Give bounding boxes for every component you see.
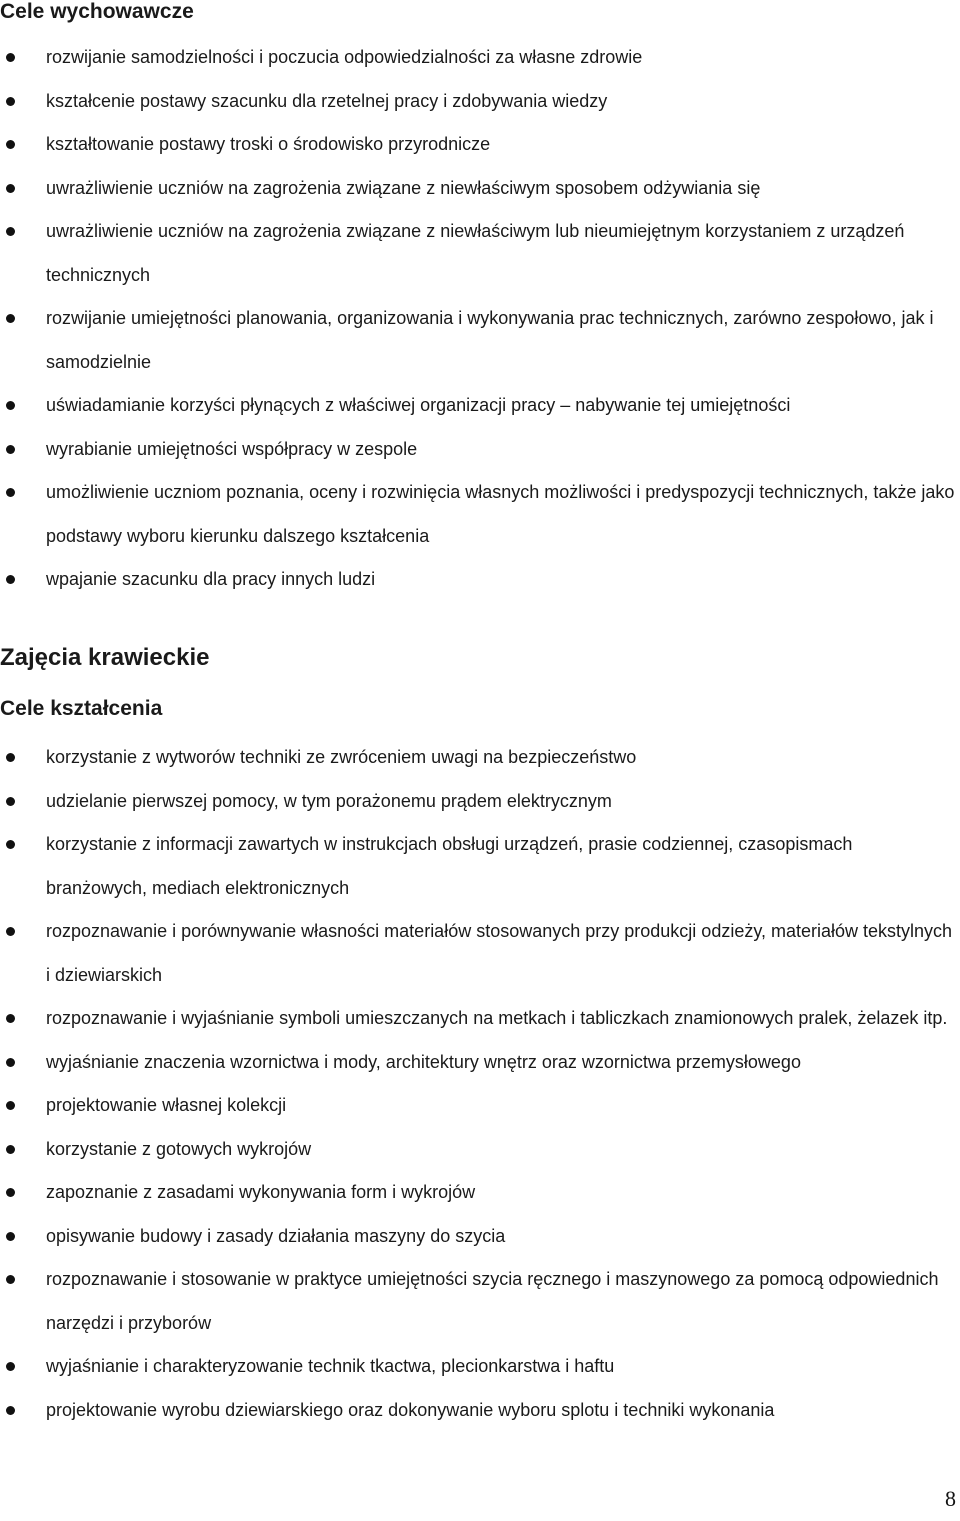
- list-item-text: kształtowanie postawy troski o środowisko przyrodnicze: [46, 134, 491, 154]
- list-item-text: korzystanie z informacji zawartych w instrukcjach obsługi urządzeń, prasie codziennej, czasopismach branżowych, mediach elektronicznych: [46, 834, 853, 898]
- list-item-text: projektowanie własnej kolekcji: [46, 1095, 287, 1115]
- list-item-text: opisywanie budowy i zasady działania maszyny do szycia: [46, 1225, 506, 1246]
- list-item-text: korzystanie z wytworów techniki ze zwróceniem uwagi na bezpieczeństwo: [46, 747, 637, 767]
- bullet-icon: [6, 575, 15, 584]
- educational-goals-list: [0, 36, 960, 602]
- page-number: 8: [945, 1486, 956, 1511]
- list-item-text: umożliwienie uczniom poznania, oceny i rozwinięcia własnych możliwości i predyspozycji technicznych, także jako podstawy wyboru kierunku dalszego kształcenia: [46, 482, 955, 546]
- bullet-icon: [6, 797, 15, 806]
- list-item: [0, 997, 960, 1041]
- bullet-icon: [6, 1058, 15, 1067]
- list-item-text: uwrażliwienie uczniów na zagrożenia związane z niewłaściwym sposobem odżywiania się: [46, 177, 761, 198]
- bullet-icon: [6, 53, 15, 62]
- list-item: [0, 1345, 960, 1389]
- list-item-text: wyjaśnianie znaczenia wzornictwa i mody, architektury wnętrz oraz wzornictwa przemysłowego: [46, 1051, 801, 1072]
- list-item-text: projektowanie wyrobu dziewiarskiego oraz dokonywanie wyboru splotu i techniki wykonania: [46, 1399, 775, 1420]
- list-item-text: wyrabianie umiejętności współpracy w zespole: [46, 438, 418, 459]
- learning-goals-list: [0, 736, 960, 1432]
- list-item: [0, 736, 960, 780]
- list-item-text: wyjaśnianie i charakteryzowanie technik tkactwa, plecionkarstwa i haftu: [46, 1356, 615, 1376]
- bullet-icon: [6, 401, 15, 410]
- bullet-icon: [6, 227, 15, 236]
- list-item: [0, 167, 960, 211]
- bullet-icon: [6, 1232, 15, 1241]
- list-item: [0, 297, 960, 384]
- bullet-icon: [6, 445, 15, 454]
- bullet-icon: [6, 1014, 15, 1023]
- list-item: [0, 1084, 960, 1128]
- bullet-icon: [6, 97, 15, 106]
- section-heading-educational-goals: Cele wychowawcze: [0, 0, 194, 23]
- bullet-icon: [6, 840, 15, 849]
- list-item: [0, 123, 960, 167]
- bullet-icon: [6, 1188, 15, 1197]
- list-item-text: uświadamianie korzyści płynących z właściwej organizacji pracy – nabywanie tej umiejętności: [46, 395, 791, 415]
- list-item: [0, 1258, 960, 1345]
- list-item: [0, 823, 960, 910]
- list-item: [0, 910, 960, 997]
- list-item: [0, 36, 960, 80]
- list-item-text: udzielanie pierwszej pomocy, w tym porażonemu prądem elektrycznym: [46, 790, 612, 811]
- list-item: [0, 1389, 960, 1433]
- list-item-text: rozpoznawanie i porównywanie własności materiałów stosowanych przy produkcji odzieży, materiałów tekstylnych i dziewiarskich: [46, 921, 953, 985]
- list-item: [0, 80, 960, 124]
- bullet-icon: [6, 753, 15, 762]
- list-item-text: kształcenie postawy szacunku dla rzetelnej pracy i zdobywania wiedzy: [46, 90, 608, 111]
- bullet-icon: [6, 140, 15, 149]
- section-heading-learning-goals: Cele kształcenia: [0, 697, 163, 720]
- list-item-text: rozpoznawanie i wyjaśnianie symboli umieszczanych na metkach i tabliczkach znamionowych pralek, żelazek itp.: [46, 1008, 948, 1028]
- bullet-icon: [6, 1145, 15, 1154]
- list-item: [0, 1215, 960, 1259]
- list-item: [0, 1171, 960, 1215]
- list-item: [0, 558, 960, 602]
- list-item: [0, 428, 960, 472]
- list-item: [0, 384, 960, 428]
- bullet-icon: [6, 927, 15, 936]
- list-item-text: zapoznanie z zasadami wykonywania form i wykrojów: [46, 1182, 476, 1202]
- bullet-icon: [6, 1406, 15, 1415]
- list-item-text: rozwijanie samodzielności i poczucia odpowiedzialności za własne zdrowie: [46, 47, 643, 67]
- bullet-icon: [6, 184, 15, 193]
- list-item-text: rozpoznawanie i stosowanie w praktyce umiejętności szycia ręcznego i maszynowego za pomocą odpowiednich narzędzi i przyborów: [46, 1269, 939, 1333]
- bullet-icon: [6, 314, 15, 323]
- list-item: [0, 780, 960, 824]
- list-item: [0, 210, 960, 297]
- subject-title: Zajęcia krawieckie: [0, 644, 210, 671]
- bullet-icon: [6, 488, 15, 497]
- list-item: [0, 1128, 960, 1172]
- bullet-icon: [6, 1275, 15, 1284]
- bullet-icon: [6, 1101, 15, 1110]
- list-item-text: uwrażliwienie uczniów na zagrożenia związane z niewłaściwym lub nieumiejętnym korzystaniem z urządzeń technicznych: [46, 221, 905, 285]
- list-item-text: wpajanie szacunku dla pracy innych ludzi: [46, 569, 376, 589]
- list-item-text: korzystanie z gotowych wykrojów: [46, 1138, 312, 1159]
- list-item-text: rozwijanie umiejętności planowania, organizowania i wykonywania prac technicznych, zarówno zespołowo, jak i samodzielnie: [46, 308, 934, 372]
- list-item: [0, 1041, 960, 1085]
- list-item: [0, 471, 960, 558]
- bullet-icon: [6, 1362, 15, 1371]
